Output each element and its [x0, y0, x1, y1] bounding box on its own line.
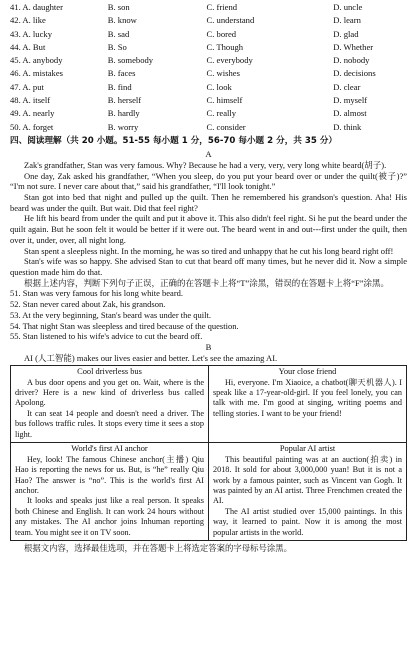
- choice-c: C. really: [206, 108, 237, 119]
- passage-a-paragraph: He lift his beard from under the quilt and put it above it. This also didn't feel right. Si he put the beard under the quilt again. But he soon felt it would be better if it were out. The beard went in and out---first under the quilt, then over it, under, over, all night long.: [10, 213, 407, 245]
- choice-b: B. hardly: [107, 108, 140, 119]
- choice-b: B. worry: [107, 121, 139, 132]
- box-title: Popular AI artist: [279, 444, 336, 454]
- box-title: Cool driverless bus: [77, 366, 142, 376]
- true-false-question: 54. That night Stan was sleepless and tired because of the question.: [10, 320, 239, 331]
- choice-c: C. understand: [206, 15, 255, 26]
- true-false-question: 53. At the very beginning, Stan's beard was under the quilt.: [10, 309, 212, 320]
- choice-a: 47. A. put: [10, 81, 44, 92]
- box-text: A bus door opens and you get on. Wait, where is the driver? Here is a new kind of driverless bus called Apolong.: [15, 377, 204, 408]
- choice-d: D. think: [333, 121, 362, 132]
- section-title: 四、阅读理解（共 20 小题。51-55 每小题 1 分，56-70 每小题 2 分，共 35 分）: [10, 135, 338, 146]
- choice-a: 44. A. But: [10, 41, 46, 52]
- choice-b: B. sad: [107, 28, 130, 39]
- choice-a: 43. A. lucky: [10, 28, 53, 39]
- choice-row: [10, 54, 407, 67]
- exam-page: [0, 1, 413, 655]
- passage-a-paragraph: Stan's wife was so happy. She advised Stan to cut that beard off many times, but he never did it. Now a simple question made him do that.: [10, 256, 407, 277]
- cloze-choices: [10, 1, 407, 134]
- passage-b-letter: B: [205, 341, 212, 352]
- true-false-question: 51. Stan was very famous for his long white beard.: [10, 288, 184, 299]
- choice-c: C. look: [206, 81, 232, 92]
- choice-b: B. faces: [107, 68, 136, 79]
- passage-a-paragraph: One day, Zak asked his grandfather, “When you sleep, do you put your beard over or under the quilt(被子)?” “I'm not sure. I never care about that,” said his grandfather, “I'll look tonight.”: [10, 170, 407, 192]
- choice-b: B. herself: [107, 95, 142, 106]
- ai-info-table: [10, 365, 407, 541]
- choice-c: C. everybody: [206, 55, 253, 66]
- choice-c: C. wishes: [206, 68, 240, 79]
- choice-d: D. nobody: [333, 55, 370, 66]
- box-text: The AI artist studied over 15,000 paintings. In this way, it learned to paint. Now it is among the most popular artists in the world.: [213, 506, 402, 537]
- box-title: Your close friend: [278, 366, 337, 376]
- choice-row: [10, 14, 407, 27]
- choice-b: B. So: [107, 41, 127, 52]
- choice-row: [10, 41, 407, 54]
- choice-d: D. almost: [333, 108, 367, 119]
- passage-a-paragraph: Zak's grandfather, Stan was very famous. Why? Because he had a very, very, very long white beard(胡子).: [24, 159, 387, 170]
- choice-row: [10, 94, 407, 107]
- choice-a: 49. A. nearly: [10, 108, 55, 119]
- choice-b: B. find: [107, 81, 132, 92]
- ai-artist-box: [209, 443, 407, 541]
- choice-row: [10, 81, 407, 94]
- passage-b-intro: AI (人工智能) makes our lives easier and better. Let's see the amazing AI.: [24, 352, 278, 363]
- passage-a-instruction: 根据上述内容，判断下列句子正误，正确的在答题卡上将“T”涂黑，错误的在答题卡上将“F”涂黑。: [24, 277, 390, 288]
- box-title: World's first AI anchor: [71, 444, 148, 454]
- close-friend-box: [209, 365, 407, 442]
- choice-c: C. Though: [206, 41, 244, 52]
- passage-a-letter: A: [205, 148, 212, 159]
- choice-d: D. uncle: [333, 1, 363, 12]
- box-text: It can seat 14 people and doesn't need a driver. The bus follows traffic rules. It stops every time it sees a stop light.: [15, 408, 204, 439]
- box-text: It looks and speaks just like a real person. It speaks both Chinese and English. It can work 24 hours without any mistakes. The AI anchor joins Inhuman reporting team. You might see it on TV soon.: [15, 496, 204, 537]
- choice-a: 50. A. forget: [10, 121, 54, 132]
- choice-a: 45. A. anybody: [10, 55, 63, 66]
- choice-d: D. Whether: [333, 41, 374, 52]
- ai-anchor-box: [11, 443, 209, 541]
- box-text: Hey, look! The famous Chinese anchor(主播) Qiu Hao is reporting the news for us. But, is “he” really Qiu Hao? The answer is “no”. This is the world's first AI anchor.: [15, 454, 204, 495]
- choice-row: [10, 107, 407, 120]
- choice-row: [10, 1, 407, 14]
- choice-c: C. bored: [206, 28, 237, 39]
- passage-b-instruction: 根据文内容，选择最佳选项，并在答题卡上将选定答案的字母标号涂黑。: [24, 544, 292, 553]
- choice-d: D. glad: [333, 28, 359, 39]
- passage-a-paragraph: Stan spent a sleepless night. In the morning, he was so tired and unhappy that he cut his long beard right off!: [24, 245, 394, 256]
- choice-row: [10, 67, 407, 80]
- passage-a-paragraph: Stan got into bed that night and pulled up the quilt. Then he remembered his grandson's question. Aha! His beard was under the quilt. But wait. Did that feel right?: [10, 192, 407, 213]
- choice-b: B. son: [107, 1, 130, 12]
- box-text: This beautiful painting was at an auction(拍卖) in 2018. It sold for about 3,000,000 yuan! But it is not a work by a famous painter, such as Vincent van Gogh. It was painted by an AI artist. Three Frenchmen created the AI.: [213, 454, 402, 506]
- choice-d: D. learn: [333, 15, 361, 26]
- choice-d: D. decisions: [333, 68, 376, 79]
- driverless-bus-box: [11, 365, 209, 442]
- choice-b: B. know: [107, 15, 137, 26]
- choice-c: C. himself: [206, 95, 243, 106]
- choice-a: 48. A. itself: [10, 95, 51, 106]
- choice-c: C. friend: [206, 1, 238, 12]
- choice-b: B. somebody: [107, 55, 154, 66]
- choice-a: 46. A. mistakes: [10, 68, 63, 79]
- choice-d: D. myself: [333, 95, 368, 106]
- choice-row: [10, 121, 407, 134]
- true-false-question: 55. Stan listened to his wife's advice to cut the beard off.: [10, 331, 203, 342]
- true-false-question: 52. Stan never cared about Zak, his grandson.: [10, 299, 166, 310]
- choice-d: D. clear: [333, 81, 361, 92]
- choice-a: 41. A. daughter: [10, 1, 63, 12]
- choice-a: 42. A. like: [10, 15, 46, 26]
- box-text: Hi, everyone. I'm Xiaoice, a chatbot(聊天机器人). I speak like a 17-year-old-girl. If you feel lonely, you can talk with me. I'm good at singing, writing poems and telling stories. I want to be your friend!: [213, 377, 402, 418]
- choice-row: [10, 28, 407, 41]
- choice-c: C. consider: [206, 121, 246, 132]
